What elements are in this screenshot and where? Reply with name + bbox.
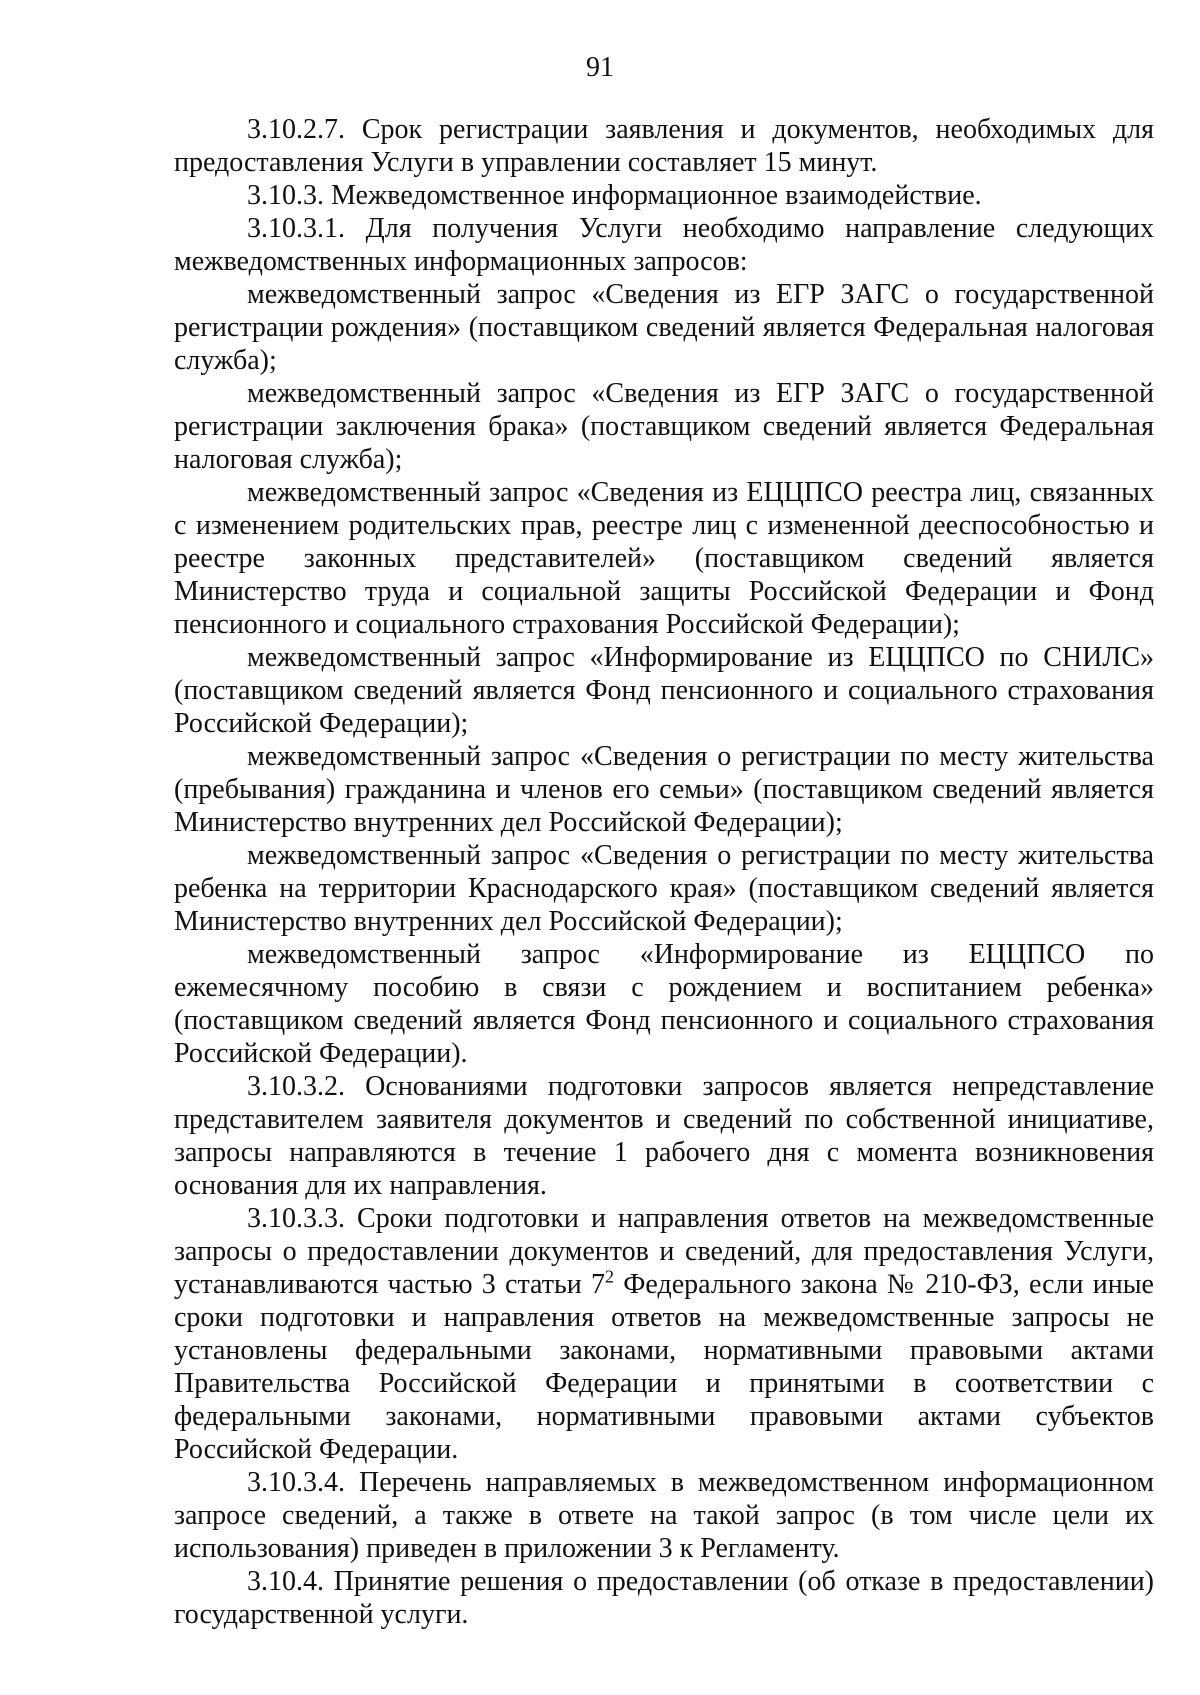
paragraph-3-10-3-2: 3.10.3.2. Основаниями подготовки запросов является непредставление представителем заявителя документов и сведений по собственной инициативе, запросы направляются в течение 1 рабочего дня с момента возникновения основания для их направления. <box>174 1071 1154 1201</box>
page-number: 91 <box>586 52 614 83</box>
list-item-request-snils: межведомственный запрос «Информирование из ЕЦЦПСО по СНИЛС» (поставщиком сведений является Фонд пенсионного и социального страхования Российской Федерации); <box>174 642 1154 739</box>
paragraph-3-10-3-4: 3.10.3.4. Перечень направляемых в межведомственном информационном запросе сведений, а также в ответе на такой запрос (в том числе цели их использования) приведен в приложении 3 к Регламенту. <box>174 1467 1154 1564</box>
paragraph-3-10-3-3-part-2: Федерального закона № 210-ФЗ, если иные сроки подготовки и направления ответов на межведомственные запросы не установлены федеральными законами, нормативными правовыми актами Правительства Российской Федерации и принятыми в соответствии с федеральными законами, нормативными правовыми актами субъектов Российской Федерации. <box>174 1269 1154 1465</box>
list-item-request-residence-family: межведомственный запрос «Сведения о регистрации по месту жительства (пребывания) гражданина и членов его семьи» (поставщиком сведений является Министерство внутренних дел Российской Федерации); <box>174 741 1154 838</box>
document-body <box>174 113 1154 1631</box>
superscript-article-number: 2 <box>605 1266 615 1287</box>
paragraph-3-10-3: 3.10.3. Межведомственное информационное взаимодействие. <box>247 180 982 211</box>
paragraph-3-10-3-1: 3.10.3.1. Для получения Услуги необходимо направление следующих межведомственных информационных запросов: <box>174 213 1154 277</box>
paragraph-3-10-2-7: 3.10.2.7. Срок регистрации заявления и документов, необходимых для предоставления Услуги в управлении составляет 15 минут. <box>174 114 1154 178</box>
paragraph-3-10-3-3 <box>174 1202 1154 1466</box>
list-item-request-birth: межведомственный запрос «Сведения из ЕГР ЗАГС о государственной регистрации рождения» (поставщиком сведений является Федеральная налоговая служба); <box>174 279 1154 376</box>
paragraph-3-10-4: 3.10.4. Принятие решения о предоставлении (об отказе в предоставлении) государственной услуги. <box>174 1566 1154 1630</box>
list-item-request-parental-rights: межведомственный запрос «Сведения из ЕЦЦПСО реестра лиц, связанных с изменением родительских прав, реестре лиц с измененной дееспособностью и реестре законных представителей» (поставщиком сведений является Министерство труда и социальной защиты Российской Федерации и Фонд пенсионного и социального страхования Российской Федерации); <box>174 477 1154 640</box>
list-item-request-monthly-allowance: межведомственный запрос «Информирование из ЕЦЦПСО по ежемесячному пособию в связи с рождением и воспитанием ребенка» (поставщиком сведений является Фонд пенсионного и социального страхования Российской Федерации). <box>174 939 1154 1069</box>
list-item-request-marriage: межведомственный запрос «Сведения из ЕГР ЗАГС о государственной регистрации заключения брака» (поставщиком сведений является Федеральная налоговая служба); <box>174 378 1154 475</box>
paragraph-3-10-3-3-part-1: 3.10.3.3. Сроки подготовки и направления ответов на межведомственные запросы о предоставлении документов и сведений, для предоставления Услуги, устанавливаются частью 3 статьи 7 <box>174 1203 1154 1300</box>
list-item-request-residence-child: межведомственный запрос «Сведения о регистрации по месту жительства ребенка на территории Краснодарского края» (поставщиком сведений является Министерство внутренних дел Российской Федерации); <box>174 840 1154 937</box>
